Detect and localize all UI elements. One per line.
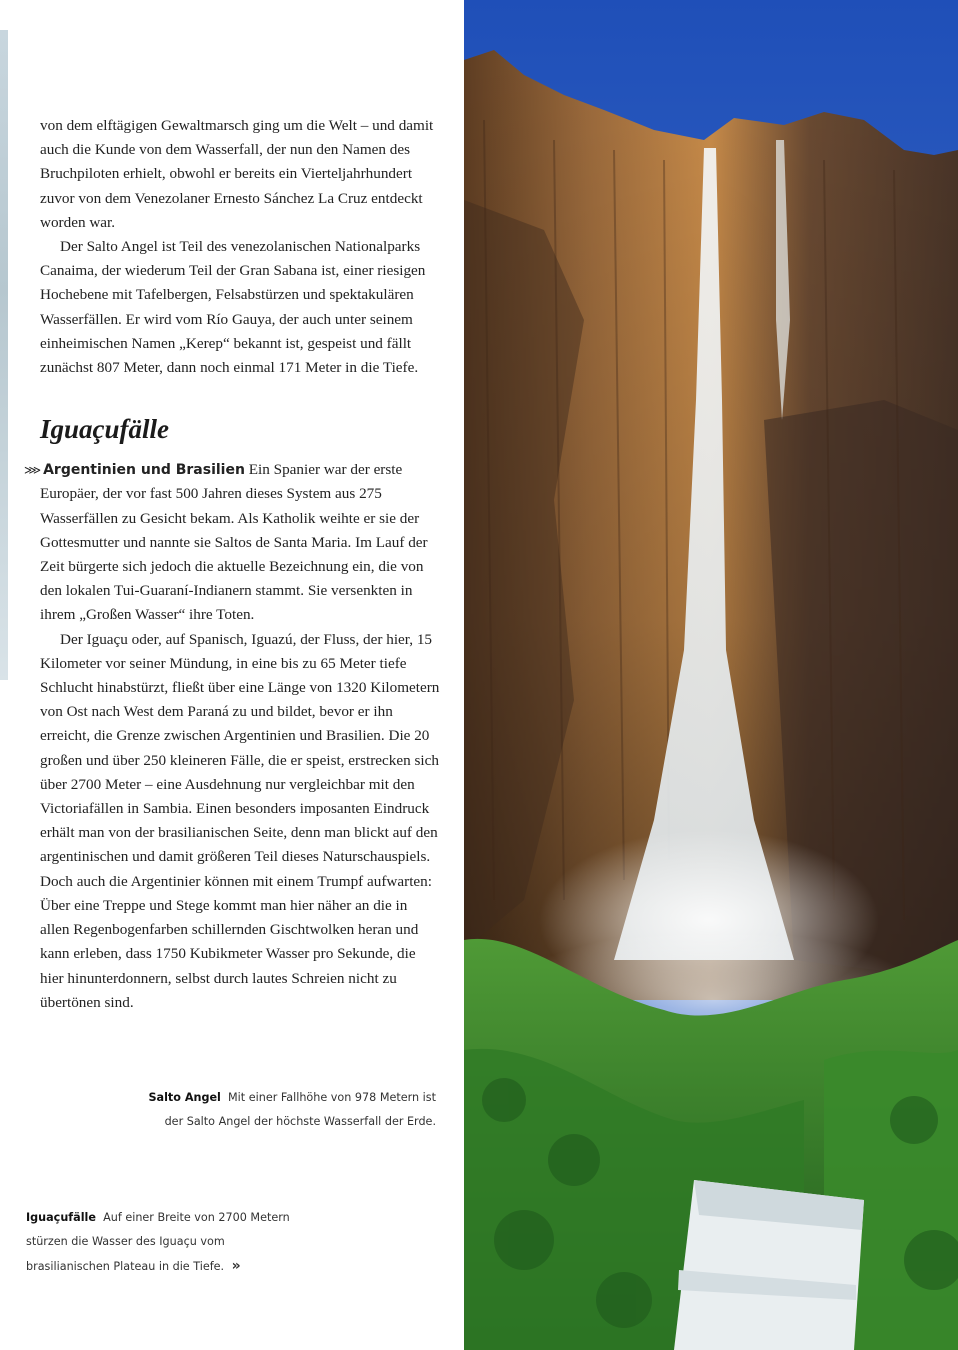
caption-title: Iguaçufälle xyxy=(26,1211,96,1224)
section-heading: Iguaçufälle xyxy=(40,414,170,445)
lead-in: Argentinien und Brasilien xyxy=(43,462,245,479)
adjacent-page-edge xyxy=(0,30,8,680)
paragraph-3-text: Ein Spanier war der erste Europäer, der vor fast 500 Jahren dieses System aus 275 Wasserfällen zu Gesicht bekam. Als Katholik weihte er sie der Gottesmutter und nannte sie Saltos de Santa Maria. Im Lauf der Zeit bürgerte sich jedoch die aktuelle Bezeichnung ein, die von den lokalen Tui-Guaraní-Indianern stammt. Sie versenkten in ihrem „Großen Wasser“ ihre Toten. xyxy=(40,461,428,624)
article-column xyxy=(24,114,440,1015)
paragraph-2: Der Salto Angel ist Teil des venezolanischen Nationalparks Canaima, der wiederum Teil der Gran Sabana ist, einer riesigen Hochebene mit Tafelbergen, Felsabstürzen und spektakulären Wasserfällen. Er wird vom Río Gauya, der auch unter seinem einheimischen Namen „Kerep“ bekannt ist, gespeist und fällt zunächst 807 Meter, dann noch einmal 171 Meter in die Tiefe. xyxy=(40,238,426,377)
caption-text: Auf einer Breite von 2700 Metern stürzen die Wasser des Iguaçu vom brasilianischen Plateau in die Tiefe. xyxy=(26,1211,290,1273)
caption-salto-angel xyxy=(130,1086,436,1134)
next-page-chevron-icon: » xyxy=(231,1258,241,1274)
section-marker-icon: ⋙ xyxy=(24,463,42,478)
waterfall-photo xyxy=(464,0,958,1350)
paragraph-1: von dem elftägigen Gewaltmarsch ging um die Welt – und damit auch die Kunde von dem Wasserfall, der nun den Namen des Bruchpiloten erhielt, obwohl er bereits ein Vierteljahrhundert zuvor von dem Venezolaner Ernesto Sánchez La Cruz entdeckt worden war. xyxy=(40,117,434,231)
caption-iguacu xyxy=(26,1206,306,1279)
paragraph-3 xyxy=(24,458,440,627)
caption-title: Salto Angel xyxy=(148,1091,221,1104)
paragraph-4: Der Iguaçu oder, auf Spanisch, Iguazú, der Fluss, der hier, 15 Kilometer vor seiner Mündung, in eine bis zu 65 Meter tiefe Schlucht hinabstürzt, fließt über eine Länge von 1320 Kilometern von Ost nach West dem Paraná zu und bildet, bevor er ihn erreicht, die Grenze zwischen Argentinien und Brasilien. Die 20 großen und über 250 kleineren Fälle, die er speist, erstrecken sich über 2700 Meter – eine Ausdehnung nur vergleichbar mit den Victoriafällen in Sambia. Einen besonders imposanten Eindruck erhält man von der brasilianischen Seite, denn man blickt auf den argentinischen und damit größeren Teil dieses Naturschauspiels. Doch auch die Argentinier können mit einem Trumpf aufwarten: Über eine Treppe und Stege kommt man hier näher an die in allen Regenbogenfarben schillernden Gischtwolken heran und kann erleben, dass 1750 Kubikmeter Wasser pro Sekunde, die hier hinunterdonnern, selbst durch lautes Schreien nicht zu übertönen sind. xyxy=(40,630,440,1011)
caption-text: Mit einer Fallhöhe von 978 Metern ist der Salto Angel der höchste Wasserfall der Erde. xyxy=(164,1091,436,1128)
